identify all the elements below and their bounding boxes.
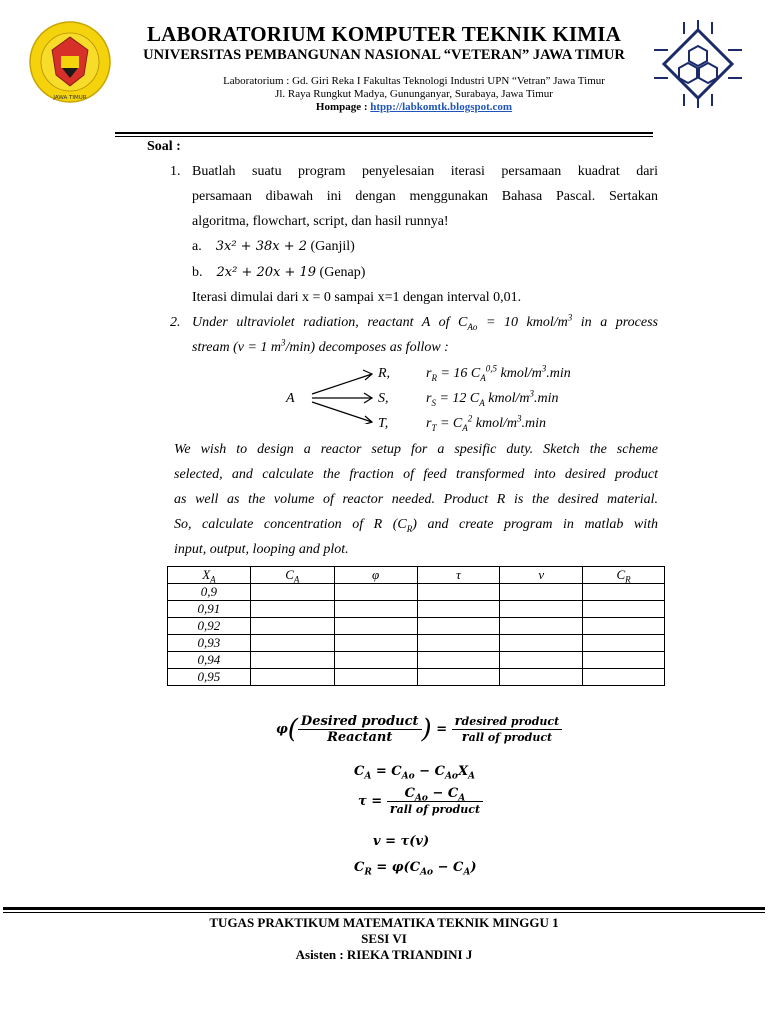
col-ca-main: C xyxy=(285,567,294,582)
col-cr-sub: R xyxy=(625,574,631,585)
q1-a-label: a. xyxy=(192,239,202,254)
eq-phi-frac xyxy=(298,714,422,745)
col-xa-main: X xyxy=(202,567,211,582)
q2-para-1: We wish to design a reactor setup for a spesific duty. Sketch the scheme xyxy=(174,442,658,457)
lab-title: LABORATORIUM KOMPUTER TEKNIK KIMIA xyxy=(146,22,622,46)
rr-csub: A xyxy=(480,372,486,383)
eq-phi: φ( $\frac{\text{Desired product}}{\text{Reactant}}$ ) = $\frac{\text{rdesired product}}{\text{rall of product}}$ xyxy=(276,714,562,745)
xa-cell: 0,92 xyxy=(168,618,251,635)
eq-tau-frac: $\frac{C_{Ao} - C_A}{\text{rall of product}}$ xyxy=(387,786,483,817)
q2-l2b: /min) decomposes as follow : xyxy=(285,340,449,355)
reaction-arrows xyxy=(308,364,378,424)
table-cell xyxy=(417,601,500,618)
eq-phi-rden: r xyxy=(461,730,469,745)
q2-l2-sup: 3 xyxy=(281,337,286,348)
rt-usup: 3 xyxy=(516,413,522,424)
logo-left-text: JAWA TIMUR xyxy=(53,95,87,101)
rt-uend: .min xyxy=(521,416,546,431)
q1-item-b xyxy=(192,260,365,285)
q2-l1b: = 10 kmol/m xyxy=(477,315,568,330)
q2-line-1 xyxy=(192,310,658,335)
col-phi: φ xyxy=(334,567,417,584)
rt-unit: kmol/m xyxy=(472,416,517,431)
homepage-label: Hompage : xyxy=(315,101,371,113)
xa-cell: 0,94 xyxy=(168,652,251,669)
rs-sub: S xyxy=(431,397,436,408)
xa-cell: 0,95 xyxy=(168,669,251,686)
rs-uend: .min xyxy=(533,391,559,406)
eq-v: v = τ(v) xyxy=(373,834,430,849)
q1-line-2: persamaan dibawah ini dengan menggunakan Bahasa Pascal. Sertakan xyxy=(192,189,658,204)
footer-assistant-label: Asisten : xyxy=(295,947,347,962)
university-name: UNIVERSITAS PEMBANGUNAN NASIONAL “VETERAN” JAWA TIMUR xyxy=(143,47,625,63)
rt-sub: T xyxy=(431,422,437,433)
q1-b-label: b. xyxy=(192,265,203,280)
table-cell xyxy=(500,584,583,601)
lab-location: Laboratorium : Gd. Giri Reka I Fakultas Teknologi Industri UPN “Vetran” Jawa Timur xyxy=(223,75,605,87)
q2-l2a: stream (v = 1 m xyxy=(192,340,282,355)
table-cell xyxy=(583,669,665,686)
rr-sub: R xyxy=(431,372,437,383)
eq-ca: $C_A = C_{Ao} - C_{Ao}X_A$ xyxy=(354,764,476,782)
xa-cell: 0,91 xyxy=(168,601,251,618)
q1-iteration: Iterasi dimulai dari x = 0 sampai x=1 dengan interval 0,01. xyxy=(192,290,522,305)
table-cell xyxy=(334,601,417,618)
header-rule xyxy=(115,132,653,134)
table-cell xyxy=(334,652,417,669)
col-ca-sub: A xyxy=(293,574,300,585)
q1-b-note: (Genap) xyxy=(319,265,366,280)
xa-cell: 0,9 xyxy=(168,584,251,601)
q1-b-expr: 2x² + 20x + 19 xyxy=(216,265,317,280)
lab-address: Jl. Raya Rungkut Madya, Gununganyar, Surabaya, Jawa Timur xyxy=(275,88,553,100)
table-cell xyxy=(417,652,500,669)
q1-line-1: Buatlah suatu program penyelesaian iterasi persamaan kuadrat dari xyxy=(192,164,658,179)
table-cell xyxy=(500,652,583,669)
eq-phi-num: Desired product xyxy=(300,714,419,729)
rate-r xyxy=(426,361,571,386)
rr-csup: 0,5 xyxy=(485,363,497,374)
eq-tau-lhs: τ = xyxy=(358,794,383,809)
eq-tau xyxy=(358,786,483,817)
table-cell xyxy=(334,618,417,635)
q2-number: 2. xyxy=(170,315,181,330)
q2-para-2: selected, and calculate the fraction of feed transformed into desired product xyxy=(174,467,658,482)
table-cell xyxy=(500,618,583,635)
q2-line-2 xyxy=(192,335,449,360)
table-header-row xyxy=(168,567,665,584)
eq-cr: $C_R = \varphi(C_{Ao} - C_A)$ xyxy=(354,860,477,878)
eq-phi-rnum: r xyxy=(454,714,462,729)
q2-p4-sub: R xyxy=(406,523,413,534)
table-cell xyxy=(417,635,500,652)
rs-mid: = 12 C xyxy=(435,391,480,406)
rt-mid: = C xyxy=(436,416,463,431)
table-cell xyxy=(417,669,500,686)
q2-para-5: input, output, looping and plot. xyxy=(174,542,349,557)
col-ca xyxy=(250,567,334,584)
q2-p4b: ) and create program in matlab with xyxy=(412,517,658,532)
q1-a-note: (Ganjil) xyxy=(310,239,355,254)
homepage-line xyxy=(0,101,768,113)
q2-para-4 xyxy=(174,512,658,537)
footer-assistant-name: RIEKA TRIANDINI J xyxy=(346,947,473,962)
q2-l1a: Under ultraviolet radiation, reactant A of C xyxy=(192,315,468,330)
q2-p4a: So, calculate concentration of R (C xyxy=(174,517,407,532)
rate-s xyxy=(426,386,558,411)
table-row xyxy=(168,601,665,618)
table-cell xyxy=(500,669,583,686)
col-cr-main: C xyxy=(616,567,626,582)
footer-rule-thin xyxy=(3,912,765,913)
rr-uend: .min xyxy=(546,366,571,381)
q1-a-expr: 3x² + 38x + 2 xyxy=(215,239,307,254)
rs-unit: kmol/m xyxy=(484,391,530,406)
table-row xyxy=(168,669,665,686)
table-cell xyxy=(583,584,665,601)
rr-usup: 3 xyxy=(541,363,547,374)
col-v: v xyxy=(500,567,583,584)
q2-l1-sup: 3 xyxy=(567,312,573,323)
product-r: R, xyxy=(378,366,391,381)
reactant-a: A xyxy=(286,391,295,406)
col-xa-sub: A xyxy=(210,574,216,585)
footer-assistant xyxy=(0,947,768,963)
table-row xyxy=(168,635,665,652)
table-cell xyxy=(250,635,334,652)
arrow-to-r xyxy=(312,374,372,394)
eq-phi-lhs: φ xyxy=(276,722,288,737)
table-cell xyxy=(334,584,417,601)
table-cell xyxy=(500,601,583,618)
col-tau: τ xyxy=(417,567,500,584)
table-cell xyxy=(250,584,334,601)
eq-phi-rnum-sub: desired product xyxy=(461,715,560,728)
table-cell xyxy=(334,669,417,686)
rt-csub: A xyxy=(462,422,468,433)
table-cell xyxy=(417,618,500,635)
table-cell xyxy=(334,635,417,652)
footer-rule xyxy=(3,907,765,910)
table-cell xyxy=(583,635,665,652)
homepage-link[interactable]: htpp://labkomtk.blogspot.com xyxy=(370,101,513,113)
table-cell xyxy=(583,618,665,635)
eq-tau-den-sub: all of product xyxy=(396,803,481,816)
eq-phi-den: Reactant xyxy=(298,729,422,745)
q1-number: 1. xyxy=(170,164,181,179)
q1-item-a xyxy=(192,234,355,259)
col-xa xyxy=(168,567,251,584)
q2-l1-sub: Ao xyxy=(467,321,478,332)
col-cr xyxy=(583,567,665,584)
table-row xyxy=(168,618,665,635)
table-cell xyxy=(250,652,334,669)
rs-usup: 3 xyxy=(529,388,534,399)
product-s: S, xyxy=(378,391,389,406)
table-cell xyxy=(500,635,583,652)
labkom-logo xyxy=(654,20,742,108)
rr-unit: kmol/m xyxy=(497,366,542,381)
results-table xyxy=(167,566,665,686)
rr-r: r xyxy=(426,366,432,381)
arrow-to-t xyxy=(312,402,372,422)
table-cell xyxy=(417,584,500,601)
footer-assignment: TUGAS PRAKTIKUM MATEMATIKA TEKNIK MINGGU 1 xyxy=(209,915,559,930)
rt-csup: 2 xyxy=(467,413,473,424)
table-row xyxy=(168,652,665,669)
table-cell xyxy=(250,618,334,635)
rt-r: r xyxy=(426,416,432,431)
eq-phi-rfrac xyxy=(452,714,563,745)
rs-csub: A xyxy=(479,397,485,408)
table-cell xyxy=(583,601,665,618)
header-rule-thin xyxy=(115,136,653,137)
product-t: T, xyxy=(378,416,389,431)
rr-mid: = 16 C xyxy=(436,366,481,381)
table-cell xyxy=(250,669,334,686)
q1-line-3: algoritma, flowchart, script, dan hasil runnya! xyxy=(192,214,449,229)
table-row xyxy=(168,584,665,601)
rs-r: r xyxy=(426,391,432,406)
footer-session: SESI VI xyxy=(361,931,407,946)
table-cell xyxy=(583,652,665,669)
q2-l1c: in a process xyxy=(572,315,658,330)
q2-para-3: as well as the volume of reactor needed. Product R is the desired material. xyxy=(174,492,658,507)
eq-phi-rden-sub: all of product xyxy=(468,731,553,744)
rate-t xyxy=(426,411,546,436)
table-cell xyxy=(250,601,334,618)
xa-cell: 0,93 xyxy=(168,635,251,652)
soal-label: Soal : xyxy=(147,139,181,154)
